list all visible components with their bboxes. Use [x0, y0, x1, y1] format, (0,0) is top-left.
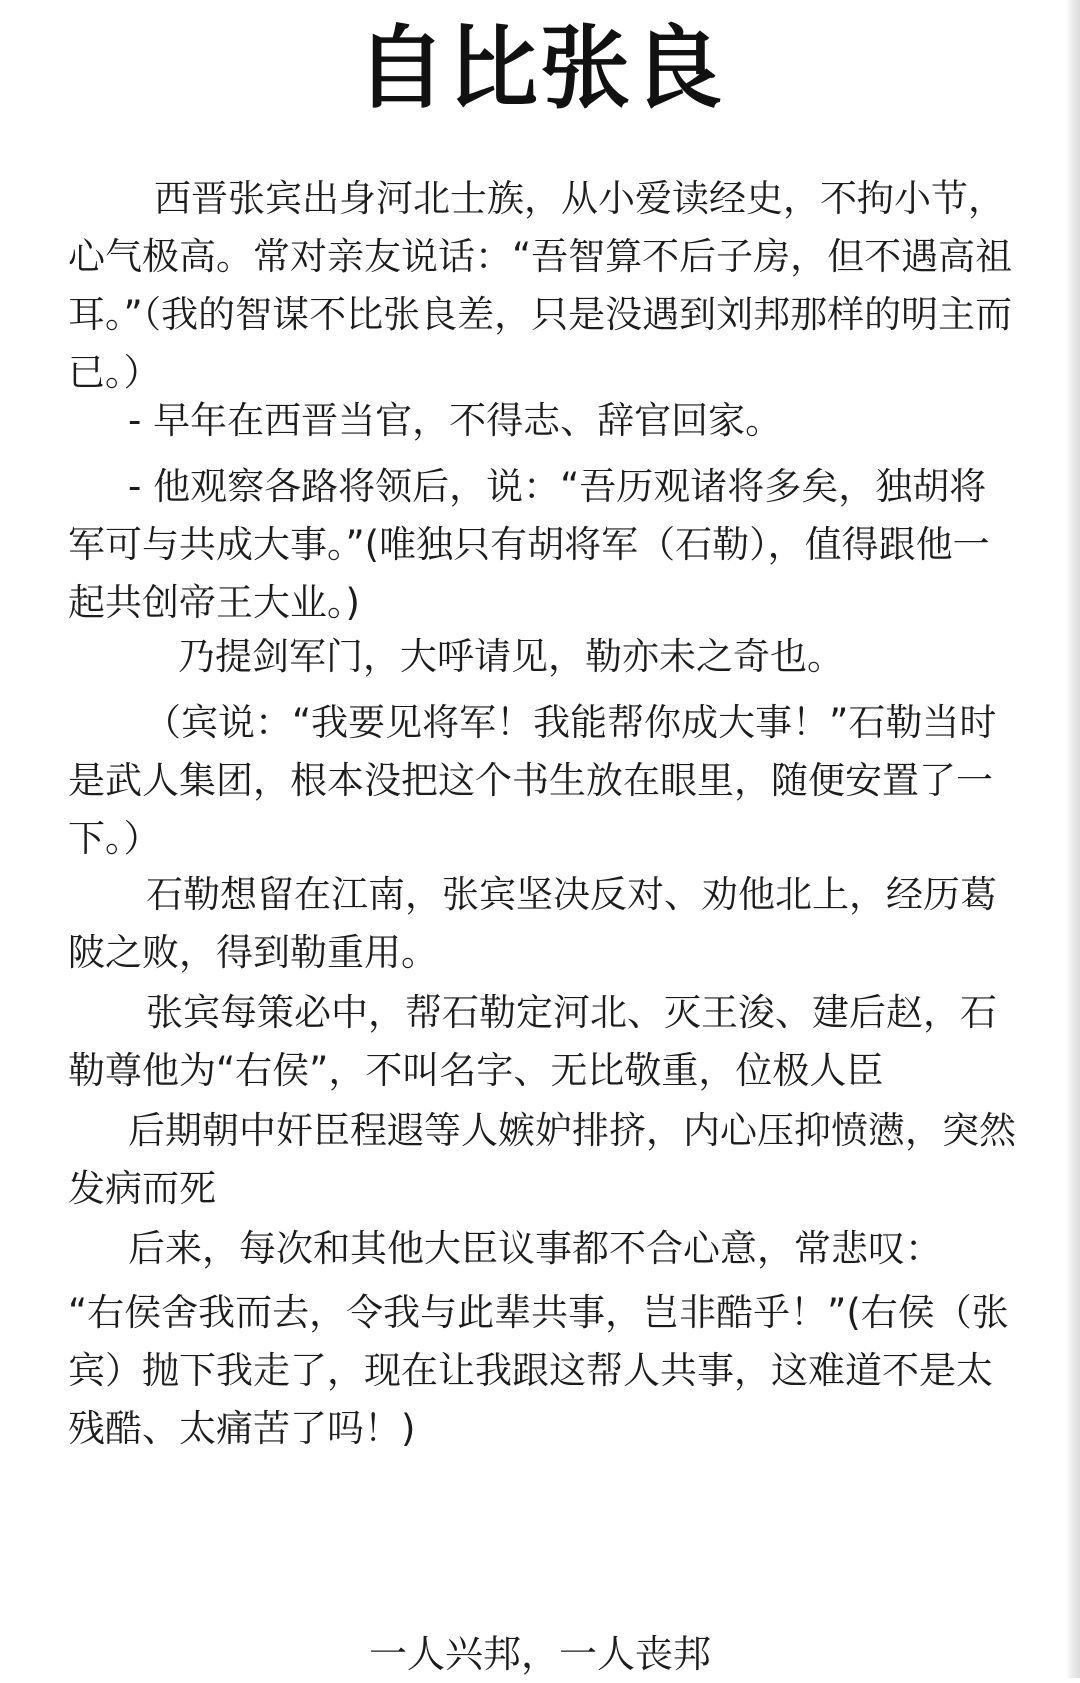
paragraph-first-meeting: （宾说：“我要见将军！我能帮你成大事！”石勒当时是武人集团，根本没把这个书生放在眼里，随便安置了一下。） — [68, 701, 997, 860]
paragraph-early-career: - 早年在西晋当官，不得志、辞官回家。 — [128, 399, 783, 442]
paragraph-lament-intro: 后来，每次和其他大臣议事都不合心意，常悲叹： — [128, 1227, 942, 1270]
paragraph-intro: 西晋张宾出身河北士族，从小爱读经史，不拘小节，心气极高。常对亲友说话：“吾智算不后子房，但不遇高祖耳。”（我的智谋不比张良差，只是没遇到刘邦那样的明主而已。） — [68, 177, 1013, 394]
paragraph-north-advice: 石勒想留在江南，张宾坚决反对、劝他北上，经历葛陂之败，得到勒重用。 — [68, 873, 997, 974]
paragraph-achievements: 张宾每策必中，帮石勒定河北、灭王浚、建后赵，石勒尊他为“右侯”，不叫名字、无比敬重，位极人臣 — [68, 991, 997, 1092]
paragraph-observes-generals: - 他观察各路将领后，说：“吾历观诸将多矣，独胡将军可与共成大事。”(唯独只有胡将军（石勒），值得跟他一起共创帝王大业。) — [68, 465, 990, 624]
paragraph-visits-camp: 乃提剑军门，大呼请见，勒亦未之奇也。 — [178, 635, 844, 678]
paragraph-death: 后期朝中奸臣程遐等人嫉妒排挤，内心压抑愤懑，突然发病而死 — [68, 1109, 1016, 1210]
paragraph-lament-quote: “右侯舍我而去，令我与此辈共事，岂非酷乎！”(右侯（张宾）抛下我走了，现在让我跟这帮人共事，这难道不是太残酷、太痛苦了吗！) — [68, 1291, 1009, 1450]
page-edge-shadow — [1066, 0, 1080, 1678]
article-title: 自比张良 — [356, 16, 724, 121]
closing-line: 一人兴邦，一人丧邦 — [368, 1632, 711, 1676]
